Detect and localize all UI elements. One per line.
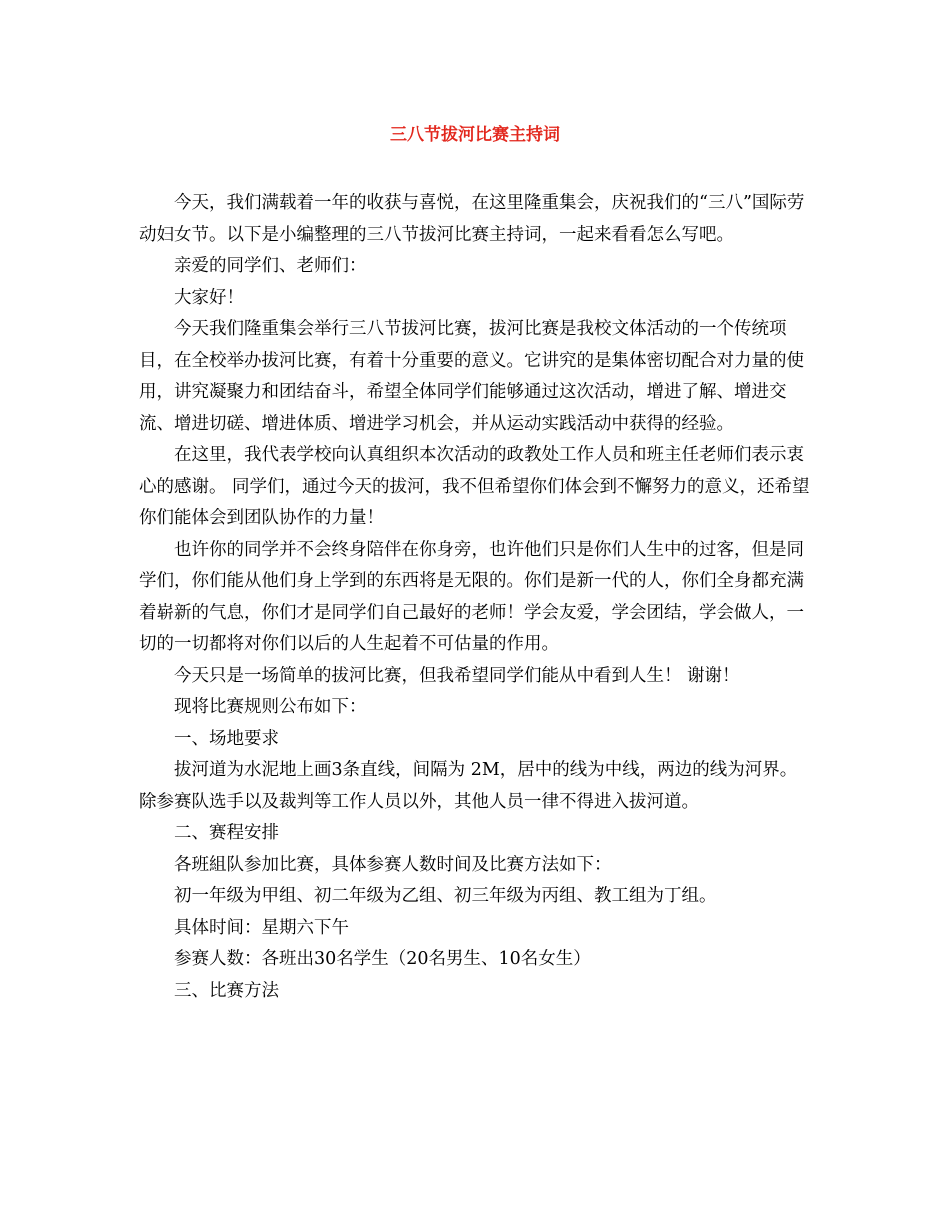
paragraph-participants: 参赛人数：各班出30名学生（20名男生、10名女生） [174, 949, 591, 969]
paragraph-groups: 初一年级为甲组、初二年级为乙组、初三年级为丙组、教工组为丁组。 [174, 886, 717, 906]
section-heading-schedule: 二、赛程安排 [174, 823, 279, 843]
paragraph-greeting-audience: 亲爱的同学们、老师们： [174, 256, 367, 276]
paragraph-classmates: 也许你的同学并不会终身陪伴在你身旁，也许他们只是你们人生中的过客，但是同学们，你们能从他们身上学到的东西将是无限的。你们是新一代的人，你们全身都充满着崭新的气息，你们才是同学们自己最好的老师！学会友爱，学会团结，学会做人，一切的一切都将对你们以后的人生起着不可估量的作用。 [139, 539, 804, 654]
paragraph-time: 具体时间：星期六下午 [174, 917, 349, 938]
paragraph-significance: 今天我们隆重集会举行三八节拔河比赛，拔河比赛是我校文体活动的一个传统项目，在全校举办拔河比赛，有着十分重要的意义。它讲究的是集体密切配合对力量的使用，讲究凝聚力和团结奋斗，希望全体同学们能够通过这次活动，增进了解、增进交流、增进切磋、增进体质、增进学习机会，并从运动实践活动中获得的经验。 [139, 319, 804, 434]
section-heading-method: 三、比赛方法 [174, 980, 279, 1001]
document-title: 三八节拔河比赛主持词 [390, 125, 560, 145]
paragraph-closing: 今天只是一场简单的拔河比赛，但我希望同学们能从中看到人生！ 谢谢！ [174, 665, 740, 686]
document-body [139, 188, 814, 1007]
paragraph-intro: 今天，我们满载着一年的收获与喜悦，在这里隆重集会，庆祝我们的“三八”国际劳动妇女节。以下是小编整理的三八节拔河比赛主持词，一起来看看怎么写吧。 [139, 193, 805, 245]
paragraph-thanks: 在这里，我代表学校向认真组织本次活动的政教处工作人员和班主任老师们表示衷心的感谢。 同学们，通过今天的拔河，我不但希望你们体会到不懈努力的意义，还希望你们能体会到团队协作的力量！ [139, 445, 810, 528]
paragraph-teams: 各班組队参加比赛，具体参赛人数时间及比赛方法如下： [174, 854, 612, 875]
paragraph-greeting: 大家好！ [174, 287, 244, 308]
section-heading-venue: 一、场地要求 [174, 728, 279, 749]
paragraph-rules-intro: 现将比赛规则公布如下： [174, 697, 367, 717]
paragraph-venue: 拔河道为水泥地上画3条直线，间隔为 2M，居中的线为中线，两边的线为河界。除参赛队选手以及裁判等工作人员以外，其他人员一律不得进入拔河道。 [139, 760, 798, 812]
